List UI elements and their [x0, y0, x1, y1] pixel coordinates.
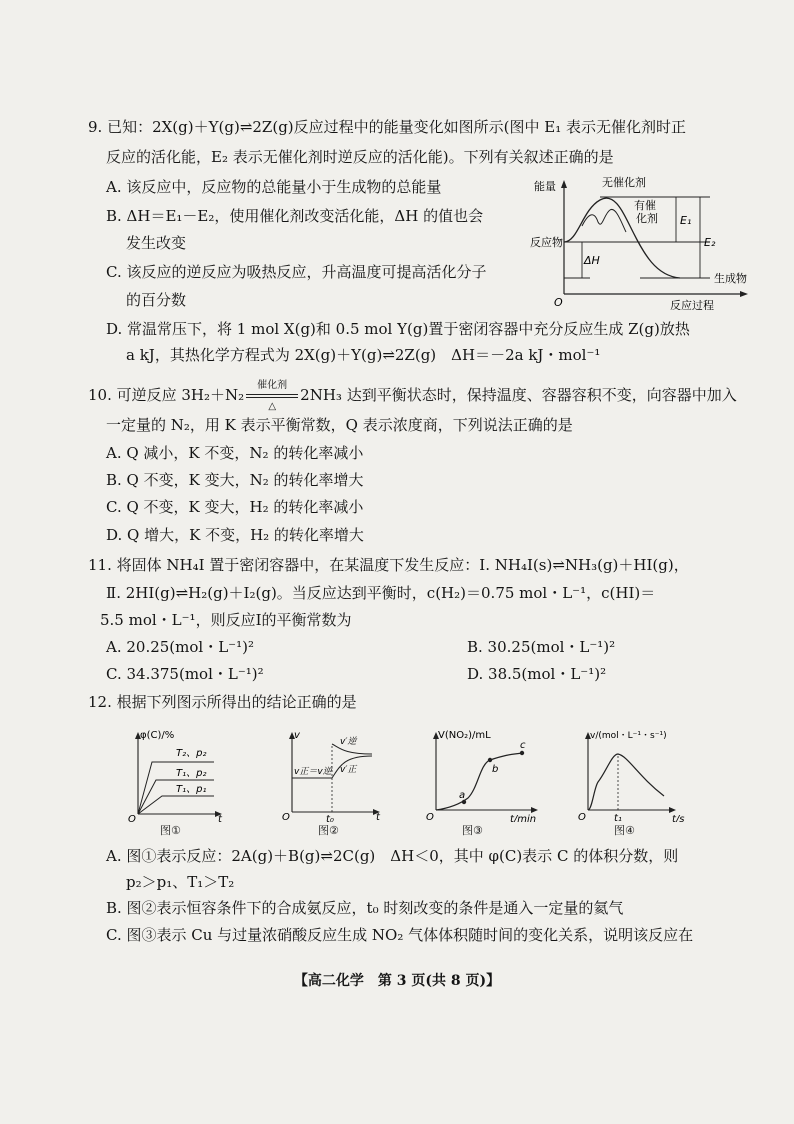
- fig3-x-label: t/min: [510, 814, 537, 822]
- q10-stem-pre: 10. 可逆反应 3H₂＋N₂: [88, 386, 245, 404]
- q12-figure-1: [118, 726, 238, 838]
- q9-x-axis-label: 反应过程: [670, 299, 714, 310]
- fig3-point-a: a: [459, 790, 466, 801]
- fig2-t0: t₀: [326, 814, 334, 822]
- q9-option-d-line1: D. 常温常压下，将 1 mol X(g)和 0.5 mol Y(g)置于密闭容器中充分反应生成 Z(g)放热: [106, 320, 690, 338]
- q11-option-d: D. 38.5(mol・L⁻¹)²: [467, 665, 607, 683]
- q9-option-d-line2: a kJ，其热化学方程式为 2X(g)＋Y(g)⇌2Z(g) ΔH＝－2a kJ・mol⁻¹: [126, 346, 601, 364]
- fig3-y-label: V(NO₂)/mL: [438, 730, 491, 741]
- fig3-caption: 图③: [462, 824, 483, 837]
- q10-stem-line2: 一定量的 N₂，用 K 表示平衡常数，Q 表示浓度商，下列说法正确的是: [106, 416, 573, 434]
- q9-option-c-line1: C. 该反应的逆反应为吸热反应，升高温度可提高活化分子: [106, 263, 487, 281]
- q12-stem: 12. 根据下列图示所得出的结论正确的是: [88, 693, 357, 711]
- q11-stem-line1: 11. 将固体 NH₄I 置于密闭容器中，在某温度下发生反应：Ⅰ. NH₄I(s)⇌NH₃(g)＋HI(g)，: [88, 556, 689, 574]
- q9-dh-label: ΔH: [584, 254, 600, 267]
- fig1-series-3-label: T₁、p₁: [176, 784, 207, 795]
- q12-option-a-line2: p₂＞p₁、T₁＞T₂: [126, 873, 235, 891]
- q12-figure-4: [574, 726, 690, 838]
- q9-origin-label: O: [554, 296, 563, 309]
- q10-stem-line1: [88, 380, 737, 412]
- fig4-y-label: v/(mol・L⁻¹・s⁻¹): [590, 731, 667, 741]
- q10-option-d: D. Q 增大，K 不变，H₂ 的转化率增大: [106, 526, 364, 544]
- q12-figure-3: [426, 726, 546, 838]
- q9-product-label: 生成物: [714, 272, 747, 285]
- fig1-x-label: t: [218, 814, 222, 822]
- fig3-point-c: c: [520, 740, 526, 751]
- q12-option-b: B. 图②表示恒容条件下的合成氨反应，t₀ 时刻改变的条件是通入一定量的氦气: [106, 899, 624, 917]
- q11-option-a: A. 20.25(mol・L⁻¹)²: [106, 638, 254, 656]
- fig3-origin: O: [426, 812, 434, 822]
- q10-option-c: C. Q 不变，K 变大，H₂ 的转化率减小: [106, 498, 364, 516]
- fig2-reverse-rate-label: v′逆: [340, 737, 357, 747]
- q11-option-b: B. 30.25(mol・L⁻¹)²: [467, 638, 616, 656]
- q9-reactant-label: 反应物: [530, 236, 563, 249]
- fig1-series-2-label: T₁、p₂: [176, 768, 207, 779]
- fig4-t1: t₁: [614, 813, 622, 822]
- q10-arrow-top: 催化剂: [257, 380, 288, 391]
- q12-option-c: C. 图③表示 Cu 与过量浓硝酸反应生成 NO₂ 气体体积随时间的变化关系，说明该反应在: [106, 926, 694, 944]
- q10-reaction-arrow: [244, 380, 300, 412]
- fig3-point-b: b: [492, 764, 499, 775]
- q11-stem-line3: 5.5 mol・L⁻¹，则反应Ⅰ的平衡常数为: [100, 611, 352, 629]
- q9-option-a: A. 该反应中，反应物的总能量小于生成物的总能量: [106, 178, 442, 196]
- q9-stem-line1: 9. 已知：2X(g)＋Y(g)⇌2Z(g)反应过程中的能量变化如图所示(图中 E₁ 表示无催化剂时正: [88, 118, 687, 136]
- q9-option-c-line2: 的百分数: [126, 291, 187, 309]
- fig1-caption: 图①: [160, 824, 181, 837]
- q10-stem-post: 2NH₃ 达到平衡状态时，保持温度、容器容积不变，向容器中加入: [300, 386, 737, 404]
- q11-option-c: C. 34.375(mol・L⁻¹)²: [106, 665, 264, 683]
- fig2-equal-rate-label: v正＝v逆: [294, 767, 332, 777]
- q9-y-axis-label: 能量: [534, 180, 556, 193]
- q9-option-b-line2: 发生改变: [126, 234, 187, 252]
- q9-no-catalyst-label: 无催化剂: [602, 176, 646, 189]
- q9-option-b-line1: B. ΔH＝E₁－E₂，使用催化剂改变活化能，ΔH 的值也会: [106, 207, 484, 225]
- fig4-origin: O: [578, 812, 586, 822]
- fig2-y-label: v: [294, 730, 300, 741]
- fig1-origin: O: [128, 814, 136, 822]
- q12-figure-2: [280, 726, 390, 838]
- q11-stem-line2: Ⅱ. 2HI(g)⇌H₂(g)＋I₂(g)。当反应达到平衡时，c(H₂)＝0.75 mol・L⁻¹，c(HI)＝: [106, 584, 656, 602]
- q10-option-a: A. Q 减小，K 不变，N₂ 的转化率减小: [106, 444, 364, 462]
- fig1-y-label: φ(C)/%: [140, 730, 175, 741]
- page-footer: 【高二化学 第 3 页(共 8 页)】: [293, 973, 501, 989]
- fig2-x-label: t: [376, 812, 380, 822]
- q9-energy-diagram: [530, 170, 760, 310]
- fig2-origin: O: [282, 812, 290, 822]
- q9-e1-label: E₁: [680, 214, 692, 227]
- q10-arrow-bottom: △: [268, 401, 277, 412]
- q12-option-a-line1: A. 图①表示反应：2A(g)＋B(g)⇌2C(g) ΔH＜0，其中 φ(C)表示 C 的体积分数，则: [106, 847, 679, 865]
- q9-catalyst-label-1: 有催: [634, 199, 656, 212]
- fig4-x-label: t/s: [672, 814, 685, 822]
- fig2-caption: 图②: [318, 824, 339, 837]
- fig2-forward-rate-label: v′正: [340, 765, 357, 775]
- q9-e2-label: E₂: [704, 236, 716, 249]
- q9-catalyst-label-2: 化剂: [636, 212, 658, 225]
- fig4-caption: 图④: [614, 824, 635, 837]
- fig1-series-1-label: T₂、p₂: [176, 748, 207, 759]
- q10-option-b: B. Q 不变，K 变大，N₂ 的转化率增大: [106, 471, 364, 489]
- q9-stem-line2: 反应的活化能，E₂ 表示无催化剂时逆反应的活化能)。下列有关叙述正确的是: [106, 148, 614, 166]
